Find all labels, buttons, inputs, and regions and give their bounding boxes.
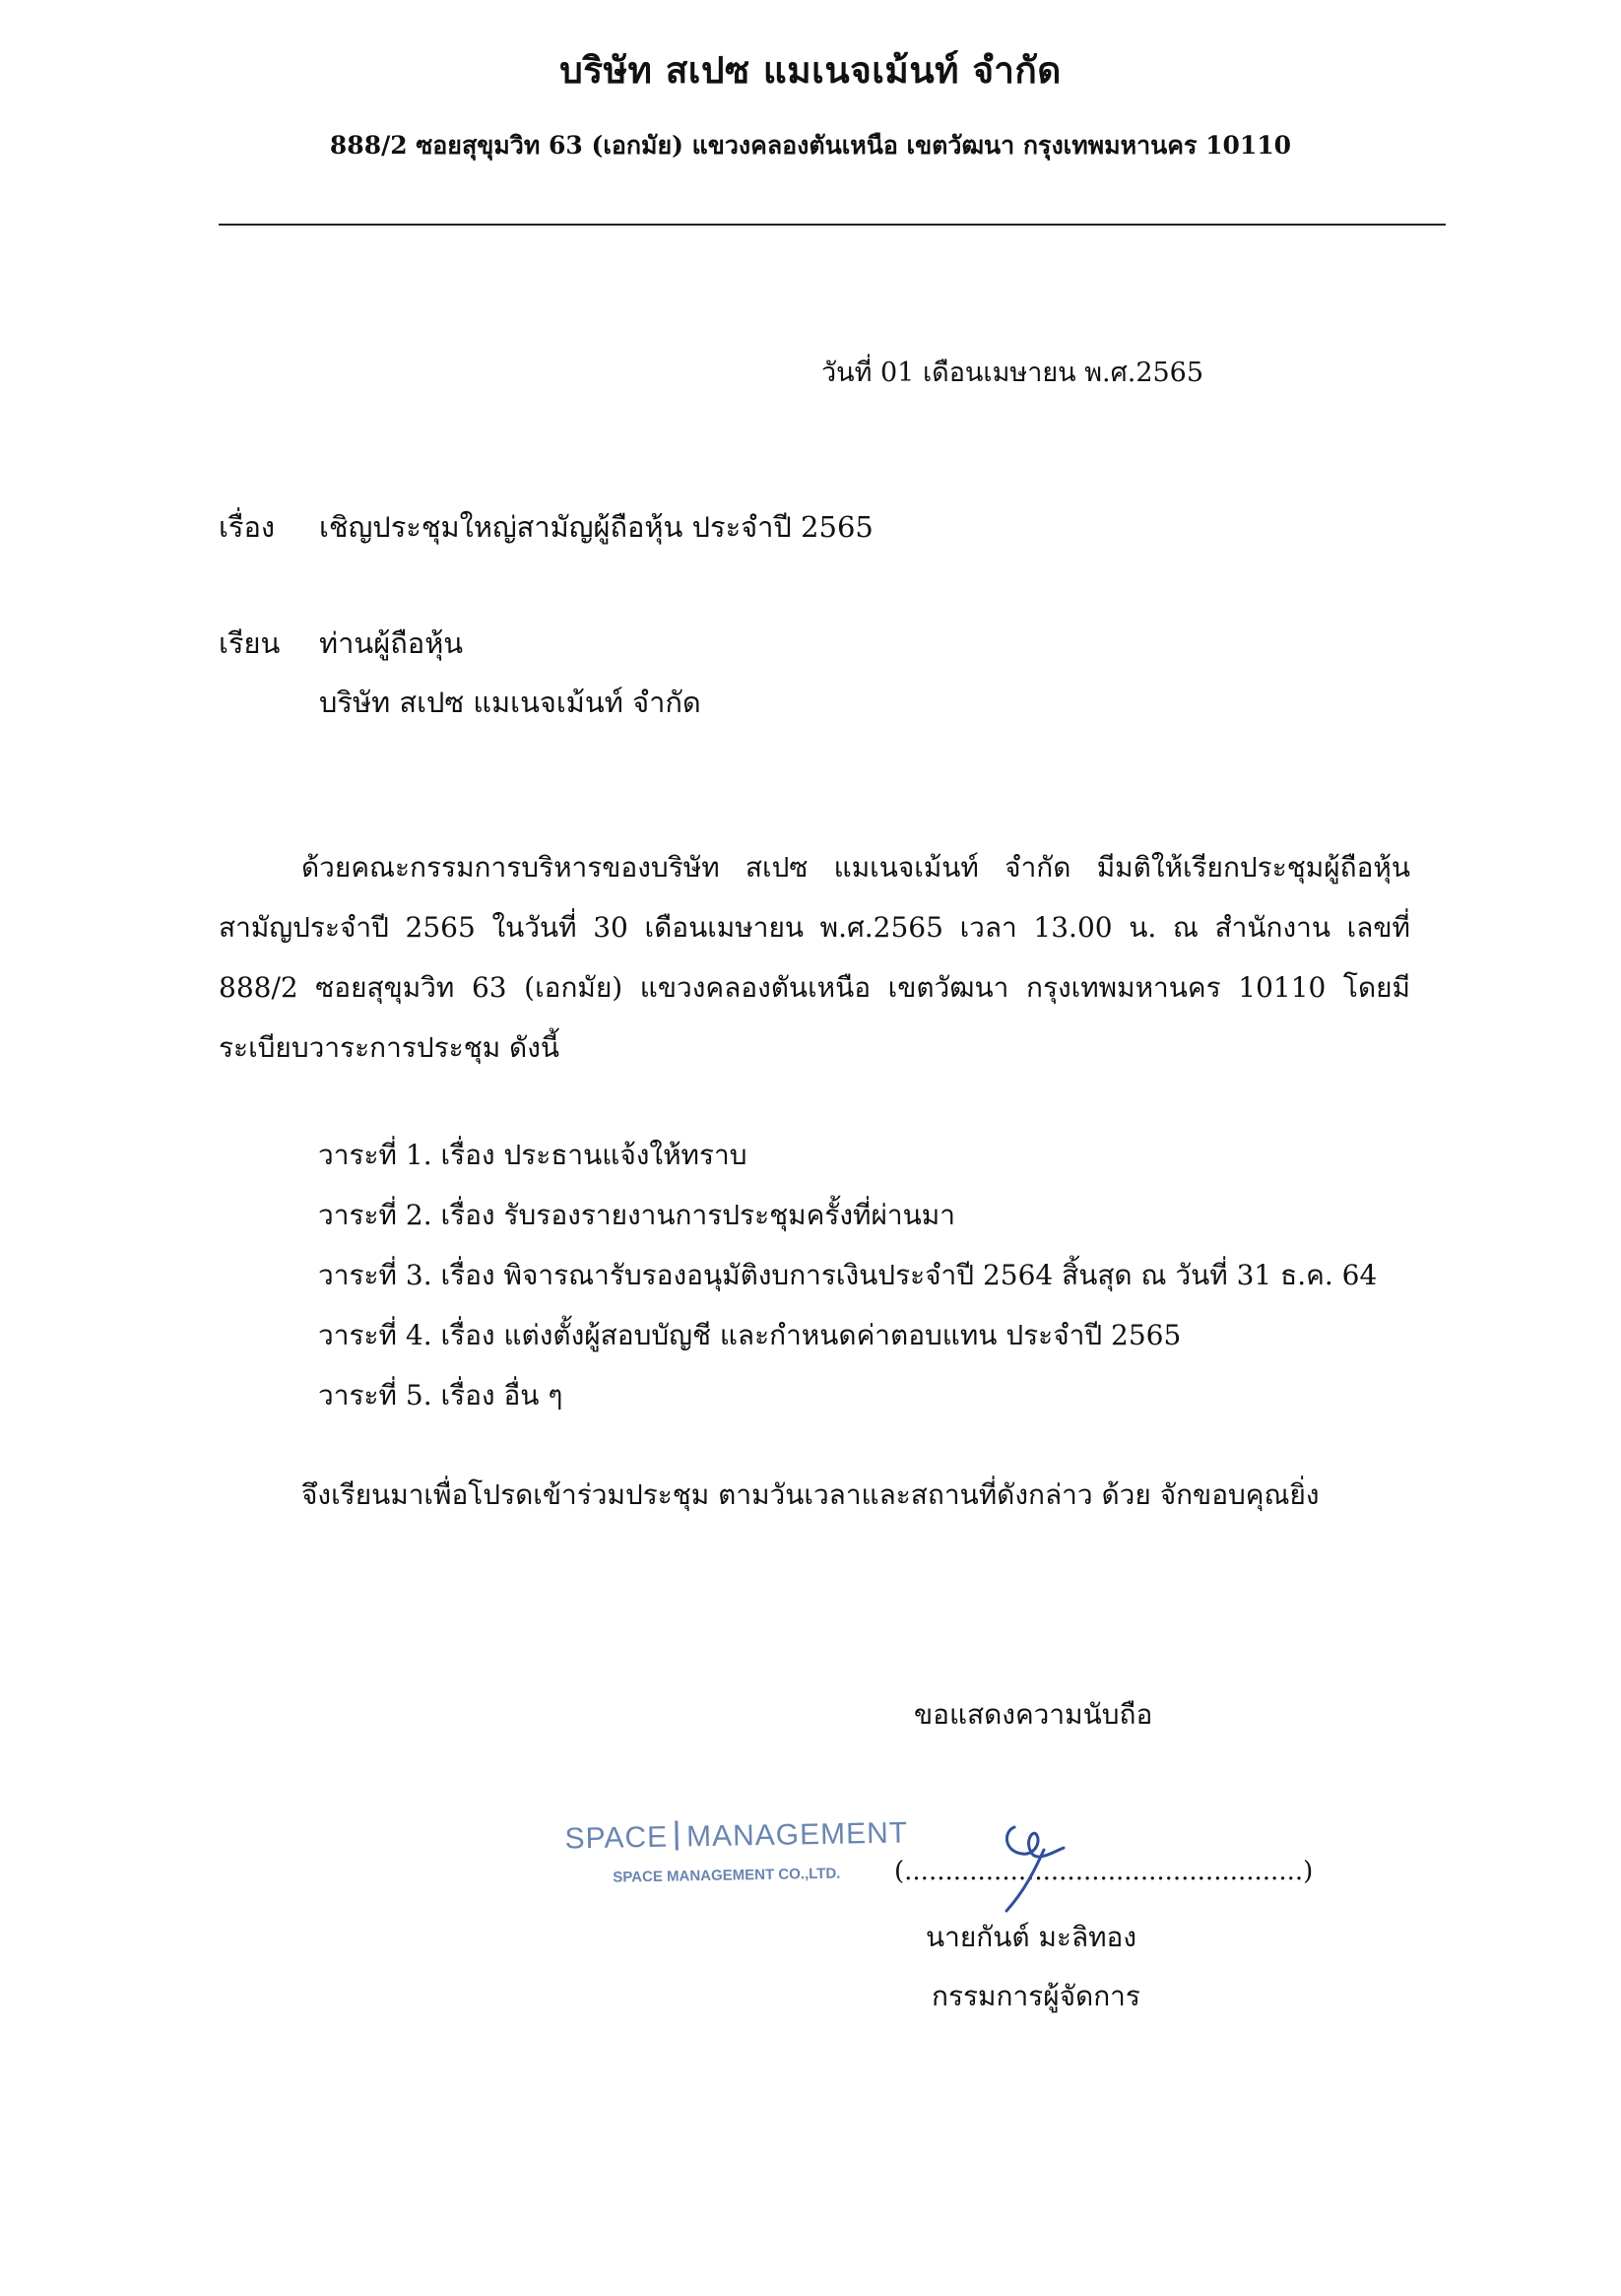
stamp-subtext: SPACE MANAGEMENT CO.,LTD. <box>613 1865 841 1886</box>
signer-title: กรรมการผู้จัดการ <box>932 1980 1140 2012</box>
stamp-logo <box>564 1816 959 1857</box>
header-divider <box>219 224 1446 226</box>
agenda-item-3: วาระที่ 3. เรื่อง พิจารณารับรองอนุมัติงบการเงินประจำปี 2564 สิ้นสุด ณ วันที่ 31 ธ.ค. 64 <box>318 1259 1378 1291</box>
recipient-line-1: ท่านผู้ถือหุ้น <box>319 626 464 660</box>
subject-label: เรื่อง <box>219 510 276 544</box>
body-paragraph: ด้วยคณะกรรมการบริหารของบริษัท สเปซ แมเนจเม้นท์ จำกัด มีมติให้เรียกประชุมผู้ถือหุ้นสามัญประจำปี 2565 ในวันที่ 30 เดือนเมษายน พ.ศ.2565 เวลา 13.00 น. ณ สำนักงาน เลขที่ 888/2 ซอยสุขุมวิท 63 (เอกมัย) แขวงคลองตันเหนือ เขตวัฒนา กรุงเทพมหานคร 10110 โดยมีระเบียบวาระการประชุม ดังนี้ <box>219 851 1410 1064</box>
agenda-list <box>318 1125 1377 1425</box>
stamp-left-text: SPACE <box>564 1820 669 1856</box>
company-name: บริษัท สเปซ แมเนจเม้นท์ จำกัด <box>559 48 1062 92</box>
handwritten-signature <box>985 1812 1093 1921</box>
company-address: 888/2 ซอยสุขุมวิท 63 (เอกมัย) แขวงคลองตันเหนือ เขตวัฒนา กรุงเทพมหานคร 10110 <box>329 131 1292 160</box>
recipient-line-2: บริษัท สเปซ แมเนจเม้นท์ จำกัด <box>319 686 701 719</box>
regards-text: ขอแสดงความนับถือ <box>914 1698 1153 1731</box>
subject-text: เชิญประชุมใหญ่สามัญผู้ถือหุ้น ประจำปี 2565 <box>319 510 874 544</box>
signature-line: (.................................................) <box>894 1857 1314 1886</box>
recipient-label: เรียน <box>219 626 281 660</box>
signer-name: นายกันต์ มะลิทอง <box>926 1921 1137 1953</box>
agenda-item-4: วาระที่ 4. เรื่อง แต่งตั้งผู้สอบบัญชี และกำหนดค่าตอบแทน ประจำปี 2565 <box>318 1319 1182 1351</box>
stamp-divider <box>676 1820 680 1850</box>
stamp-right-text: MANAGEMENT <box>685 1816 909 1854</box>
agenda-item-1: วาระที่ 1. เรื่อง ประธานแจ้งให้ทราบ <box>318 1139 747 1171</box>
closing-sentence: จึงเรียนมาเพื่อโปรดเข้าร่วมประชุม ตามวันเวลาและสถานที่ดังกล่าว ด้วย จักขอบคุณยิ่ง <box>301 1478 1320 1511</box>
agenda-item-5: วาระที่ 5. เรื่อง อื่น ๆ <box>318 1379 563 1411</box>
agenda-item-2: วาระที่ 2. เรื่อง รับรองรายงานการประชุมครั้งที่ผ่านมา <box>318 1199 955 1231</box>
letter-date: วันที่ 01 เดือนเมษายน พ.ศ.2565 <box>821 358 1204 388</box>
